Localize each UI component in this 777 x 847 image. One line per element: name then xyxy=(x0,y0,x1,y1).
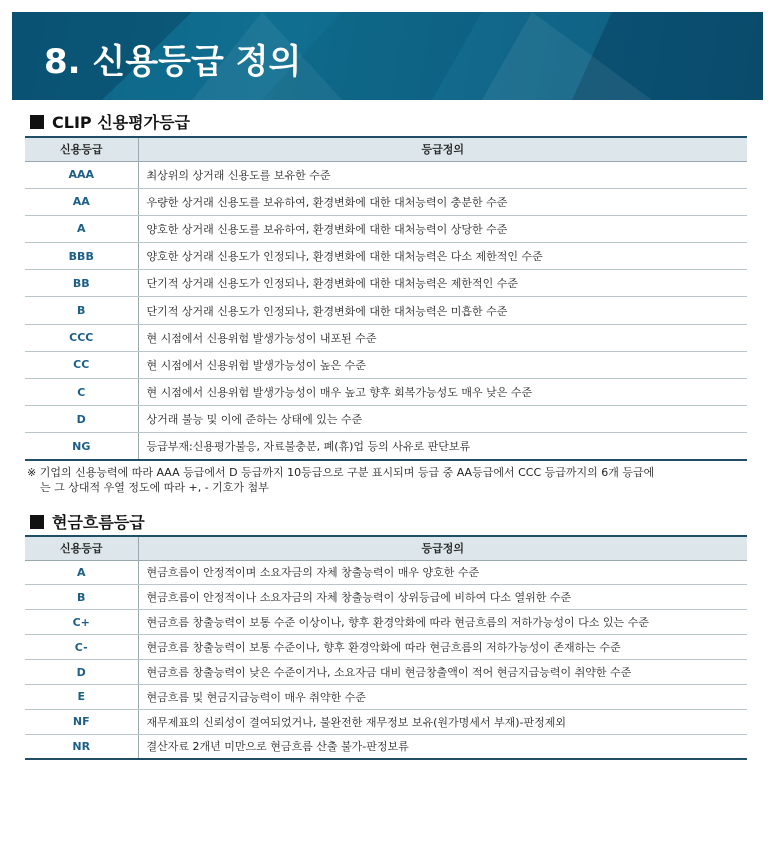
table-row xyxy=(25,560,747,585)
grade-cell: D xyxy=(25,406,138,433)
definition-cell: 양호한 상거래 신용도를 보유하여, 환경변화에 대한 대처능력이 상당한 수준 xyxy=(138,215,747,242)
grade-cell: A xyxy=(25,560,138,585)
square-bullet-icon xyxy=(30,515,44,529)
definition-cell: 현금흐름이 안정적이나 소요자금의 자체 창출능력이 상위등급에 비하여 다소 열위한 수준 xyxy=(138,585,747,610)
clip-section-heading xyxy=(30,110,190,133)
header-definition: 등급정의 xyxy=(138,137,747,161)
grade-cell: E xyxy=(25,684,138,709)
definition-cell: 현 시점에서 신용위험 발생가능성이 매우 높고 향후 회복가능성도 매우 낮은 수준 xyxy=(138,379,747,406)
grade-cell: D xyxy=(25,660,138,685)
table-row xyxy=(25,635,747,660)
grade-cell: NF xyxy=(25,709,138,734)
table-row xyxy=(25,660,747,685)
grade-cell: CC xyxy=(25,351,138,378)
definition-cell: 단기적 상거래 신용도가 인정되나, 환경변화에 대한 대처능력은 미흡한 수준 xyxy=(138,297,747,324)
grade-cell: CCC xyxy=(25,324,138,351)
header-grade: 신용등급 xyxy=(25,137,138,161)
grade-cell: B xyxy=(25,297,138,324)
grade-cell: A xyxy=(25,215,138,242)
table-row xyxy=(25,585,747,610)
table-row xyxy=(25,406,747,433)
title-banner xyxy=(12,12,763,100)
definition-cell: 현금흐름 창출능력이 보통 수준이나, 향후 환경악화에 따라 현금흐름의 저하가능성이 존재하는 수준 xyxy=(138,635,747,660)
header-grade: 신용등급 xyxy=(25,536,138,560)
table-row xyxy=(25,297,747,324)
table-header-row xyxy=(25,137,747,161)
definition-cell: 현금흐름이 안정적이며 소요자금의 자체 창출능력이 매우 양호한 수준 xyxy=(138,560,747,585)
table-row xyxy=(25,243,747,270)
definition-cell: 결산자료 2개년 미만으로 현금흐름 산출 불가-판정보류 xyxy=(138,734,747,759)
table-row xyxy=(25,270,747,297)
square-bullet-icon xyxy=(30,115,44,129)
table-row xyxy=(25,324,747,351)
grade-cell: NG xyxy=(25,433,138,460)
table-row xyxy=(25,215,747,242)
definition-cell: 상거래 불능 및 이에 준하는 상태에 있는 수준 xyxy=(138,406,747,433)
definition-cell: 우량한 상거래 신용도를 보유하여, 환경변화에 대한 대처능력이 충분한 수준 xyxy=(138,188,747,215)
cashflow-section-title: 현금흐름등급 xyxy=(52,513,145,532)
definition-cell: 단기적 상거래 신용도가 인정되나, 환경변화에 대한 대처능력은 제한적인 수준 xyxy=(138,270,747,297)
header-definition: 등급정의 xyxy=(138,536,747,560)
table-row xyxy=(25,351,747,378)
clip-section-title: CLIP 신용평가등급 xyxy=(52,113,190,132)
clip-grade-table xyxy=(25,136,747,461)
cashflow-section-heading xyxy=(30,510,145,533)
grade-cell: C- xyxy=(25,635,138,660)
definition-cell: 양호한 상거래 신용도가 인정되나, 환경변화에 대한 대처능력은 다소 제한적인 수준 xyxy=(138,243,747,270)
grade-cell: C xyxy=(25,379,138,406)
table-header-row xyxy=(25,536,747,560)
table-row xyxy=(25,161,747,188)
grade-cell: BBB xyxy=(25,243,138,270)
grade-cell: AAA xyxy=(25,161,138,188)
definition-cell: 현금흐름 창출능력이 보통 수준 이상이나, 향후 환경악화에 따라 현금흐름의 저하가능성이 다소 있는 수준 xyxy=(138,610,747,635)
table-row xyxy=(25,734,747,759)
definition-cell: 현 시점에서 신용위험 발생가능성이 내포된 수준 xyxy=(138,324,747,351)
table-row xyxy=(25,684,747,709)
footnote-line-1: ※ 기업의 신용능력에 따라 AAA 등급에서 D 등급까지 10등급으로 구분 표시되며 등급 중 AA등급에서 CCC 등급까지의 6개 등급에 xyxy=(27,466,655,479)
definition-cell: 최상위의 상거래 신용도를 보유한 수준 xyxy=(138,161,747,188)
definition-cell: 현 시점에서 신용위험 발생가능성이 높은 수준 xyxy=(138,351,747,378)
clip-footnote xyxy=(27,465,757,495)
table-row xyxy=(25,610,747,635)
grade-cell: BB xyxy=(25,270,138,297)
definition-cell: 현금흐름 창출능력이 낮은 수준이거나, 소요자금 대비 현금창출액이 적어 현금지급능력이 취약한 수준 xyxy=(138,660,747,685)
page-title: 8. 신용등급 정의 xyxy=(44,42,302,82)
table-row xyxy=(25,379,747,406)
definition-cell: 재무제표의 신뢰성이 결여되었거나, 불완전한 재무정보 보유(원가명세서 부재)-판정제외 xyxy=(138,709,747,734)
table-row xyxy=(25,188,747,215)
cashflow-grade-table xyxy=(25,535,747,760)
footnote-line-2: 는 그 상대적 우열 정도에 따라 +, - 기호가 첨부 xyxy=(40,481,269,494)
table-row xyxy=(25,433,747,460)
definition-cell: 현금흐름 및 현금지급능력이 매우 취약한 수준 xyxy=(138,684,747,709)
table-row xyxy=(25,709,747,734)
grade-cell: C+ xyxy=(25,610,138,635)
grade-cell: B xyxy=(25,585,138,610)
grade-cell: NR xyxy=(25,734,138,759)
grade-cell: AA xyxy=(25,188,138,215)
definition-cell: 등급부재:신용평가불응, 자료불충분, 폐(휴)업 등의 사유로 판단보류 xyxy=(138,433,747,460)
